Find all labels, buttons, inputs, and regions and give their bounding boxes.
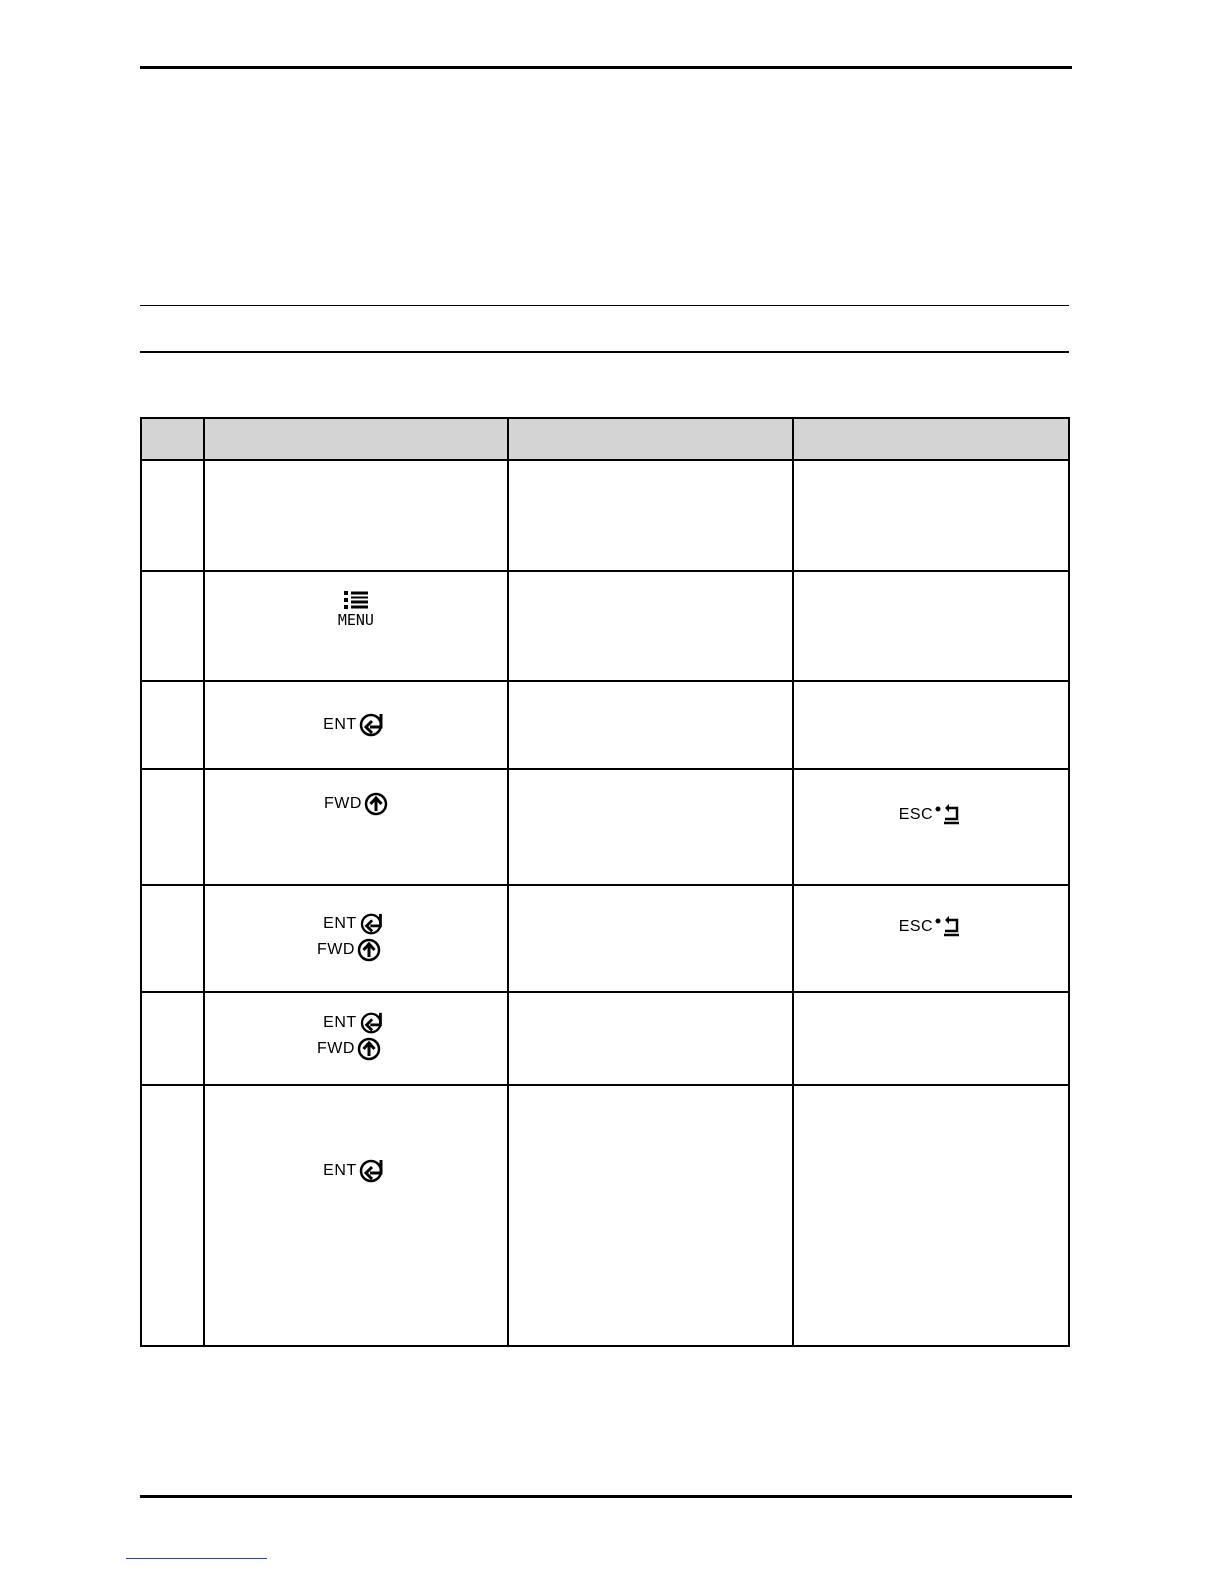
ent-key (323, 1011, 389, 1035)
header-cell-note (793, 418, 1069, 460)
display-cell (508, 681, 793, 769)
step-cell (141, 681, 204, 769)
section-rule-top (140, 305, 1069, 306)
fwd-key (324, 792, 388, 816)
table-row (141, 769, 1069, 885)
key-cell (204, 460, 507, 571)
enter-arrow-icon (359, 1011, 389, 1035)
return-arrow-icon (935, 804, 963, 826)
header-cell-display (508, 418, 793, 460)
key-cell (204, 681, 507, 769)
note-cell (793, 460, 1069, 571)
display-cell (508, 769, 793, 885)
fwd-key-label: FWD (316, 941, 355, 958)
key-cell (204, 885, 507, 992)
esc-key-label: ESC (898, 806, 934, 823)
table-row (141, 571, 1069, 681)
table-row (141, 460, 1069, 571)
ent-key-label: ENT (323, 716, 357, 733)
key-cell (204, 992, 507, 1085)
enter-arrow-icon (359, 912, 389, 936)
table-row (141, 1085, 1069, 1346)
procedure-table (140, 417, 1070, 1347)
table-header-row (141, 418, 1069, 460)
fwd-key-label: FWD (316, 1040, 355, 1057)
enter-arrow-icon (359, 712, 389, 738)
header-cell-step (141, 418, 204, 460)
ent-key-label: ENT (323, 915, 357, 932)
key-cell (204, 571, 507, 681)
up-arrow-circle-icon (364, 792, 388, 816)
table-row (141, 992, 1069, 1085)
display-cell (508, 885, 793, 992)
esc-key (899, 804, 963, 826)
step-cell (141, 571, 204, 681)
display-cell (508, 460, 793, 571)
note-cell (793, 1085, 1069, 1346)
step-cell (141, 885, 204, 992)
note-cell (793, 681, 1069, 769)
footer-link-underline[interactable] (126, 1558, 267, 1559)
note-cell (793, 992, 1069, 1085)
display-cell (508, 1085, 793, 1346)
ent-key-label: ENT (323, 1014, 357, 1031)
key-cell (204, 769, 507, 885)
table-row (141, 681, 1069, 769)
up-arrow-circle-icon (357, 1037, 381, 1061)
key-cell (204, 1085, 507, 1346)
header-rule (140, 66, 1072, 69)
fwd-key-label: FWD (323, 795, 362, 812)
note-cell (793, 571, 1069, 681)
list-icon (342, 590, 370, 612)
return-arrow-icon (935, 916, 963, 938)
up-arrow-circle-icon (357, 938, 381, 962)
note-cell (793, 885, 1069, 992)
fwd-key (317, 938, 381, 962)
enter-arrow-icon (359, 1158, 389, 1184)
step-cell (141, 1085, 204, 1346)
note-cell (793, 769, 1069, 885)
step-cell (141, 992, 204, 1085)
esc-key-label: ESC (898, 918, 934, 935)
ent-key (323, 712, 389, 738)
footer-rule (140, 1495, 1072, 1498)
fwd-key (317, 1037, 381, 1061)
menu-key (338, 590, 374, 628)
header-cell-key (204, 418, 507, 460)
ent-key (323, 912, 389, 936)
section-rule-bottom (140, 351, 1069, 353)
display-cell (508, 571, 793, 681)
table-row (141, 885, 1069, 992)
ent-key (323, 1158, 389, 1184)
esc-key (899, 916, 963, 938)
step-cell (141, 769, 204, 885)
ent-key-label: ENT (323, 1162, 357, 1179)
display-cell (508, 992, 793, 1085)
step-cell (141, 460, 204, 571)
menu-key-label: MENU (337, 611, 374, 629)
